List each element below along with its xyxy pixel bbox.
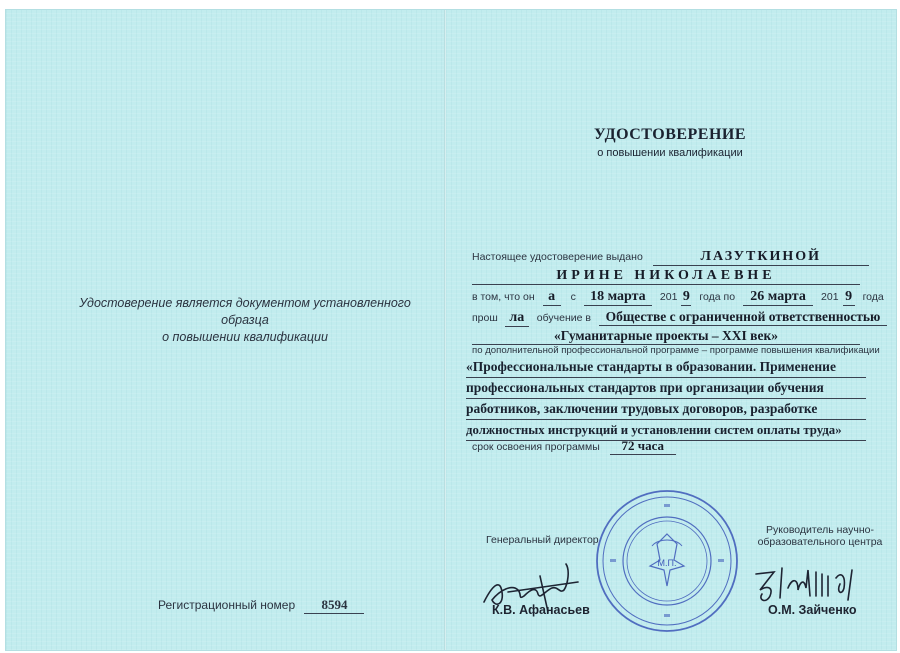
duration-label: срок освоения программы [472,441,600,453]
year-digit-2: 9 [843,289,855,306]
issued-to-row [472,247,869,266]
head-title [755,524,885,548]
to-label: года по [699,291,736,303]
page-fold [444,10,446,650]
year-prefix-1: 201 [659,291,678,303]
issued-label: Настоящее удостоверение выдано [472,251,643,263]
note-line-2: о повышении квалификации [162,330,328,344]
year-label: года [862,291,884,303]
stamp-center-text: М.П. [657,558,677,568]
program-line: работников, заключении трудовых договоров, разработке [466,399,866,420]
duration-row [472,437,676,455]
registration-label: Регистрационный номер [158,598,296,612]
year-digit-1: 9 [682,289,690,304]
in-that-label: в том, что он [472,291,535,303]
gender-suffix: а [543,289,561,306]
head-title-line-1: Руководитель научно- [766,524,874,536]
organization-line-1: Обществе с ограниченной ответственностью [599,309,887,326]
organization-seal-icon [592,486,742,636]
end-date: 26 марта [743,289,813,306]
organization-row [472,308,887,327]
duration-value: 72 часа [610,438,676,455]
left-page-note [70,295,420,346]
program-intro: по дополнительной профессиональной программе – программе повышения квалификации [472,345,880,356]
program-line: «Профессиональные стандарты в образовании. Применение [466,357,866,378]
certificate-subtitle: о повышении квалификации [597,147,743,159]
program-title [466,357,866,441]
from-label: с [570,291,576,303]
program-line: должностных инструкций и установлении систем оплаты труда» [466,420,866,441]
given-names-row [472,266,860,285]
head-title-line-2: образовательного центра [757,536,883,548]
registration-number [158,597,364,614]
start-date: 18 марта [584,289,652,306]
passed-prefix: прош [472,312,498,324]
dates-row [472,287,884,306]
passed-suffix: ла [505,310,529,327]
organization-line-2: «Гуманитарные проекты – XXI век» [472,328,860,345]
training-label: обучение в [536,312,591,324]
director-name: К.В. Афанасьев [492,603,590,617]
registration-value: 8594 [304,597,364,614]
head-name: О.М. Зайченко [768,603,857,617]
recipient-given-names: ИРИНЕ НИКОЛАЕВНЕ [472,268,860,285]
recipient-surname: ЛАЗУТКИНОЙ [653,249,869,266]
year-prefix-2: 201 [821,291,839,303]
program-line: профессиональных стандартов при организации обучения [466,378,866,399]
note-line-1: Удостоверение является документом установленного образца [79,296,411,327]
organization-row-2 [472,327,860,345]
certificate-title: УДОСТОВЕРЕНИЕ [593,126,747,143]
director-title: Генеральный директор [486,534,599,546]
